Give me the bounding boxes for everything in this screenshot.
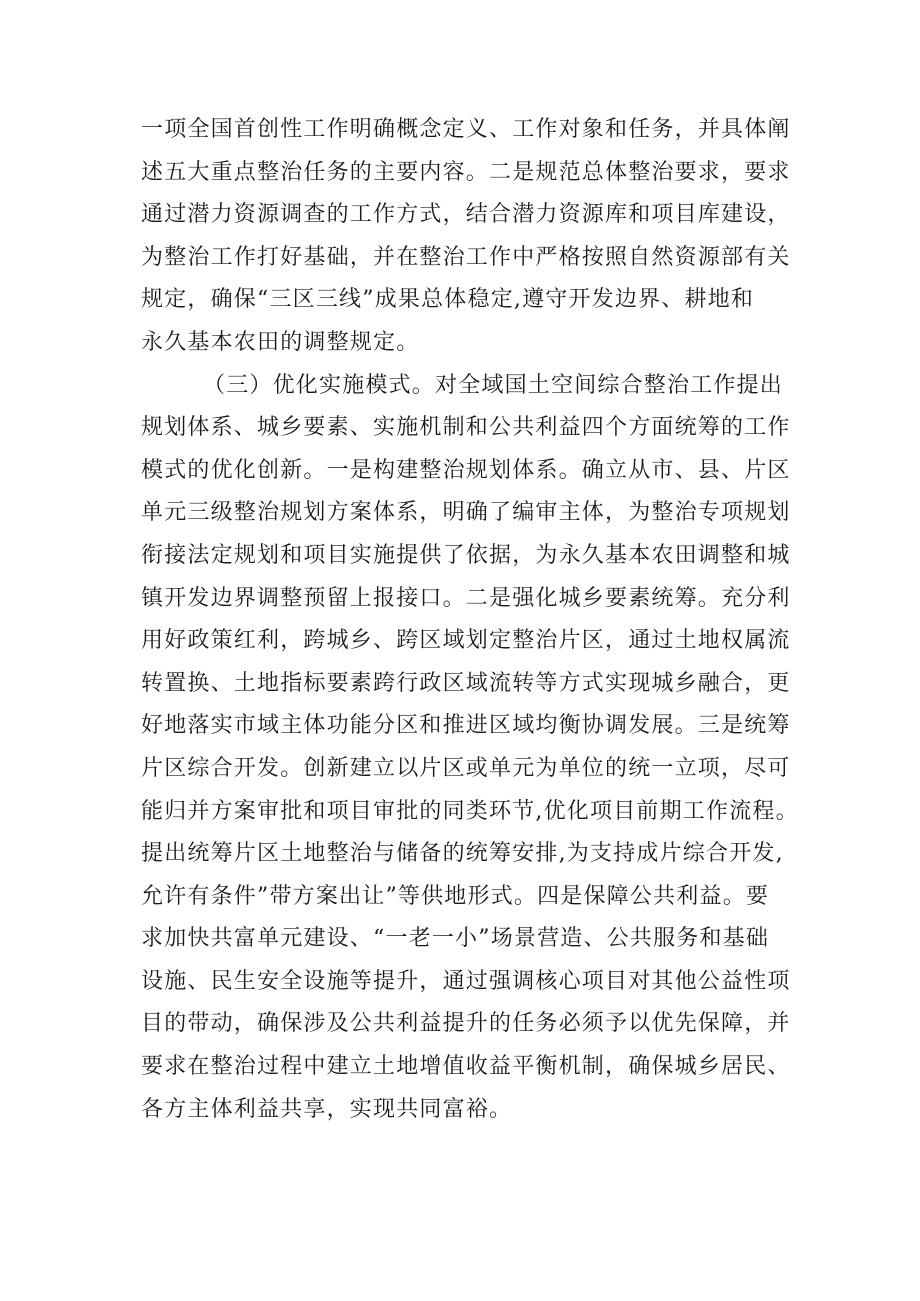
text-line: 设施、民生安全设施等提升，通过强调核心项目对其他公益性项 — [141, 968, 791, 994]
text-line: 好地落实市域主体功能分区和推进区域均衡协调发展。三是统筹 — [141, 713, 791, 739]
text-line: 用好政策红利，跨城乡、跨区域划定整治片区，通过土地权属流 — [141, 628, 791, 654]
text-line: 能归并方案审批和项目审批的同类环节,优化项目前期工作流程。 — [141, 798, 799, 824]
text-line: 通过潜力资源调查的工作方式，结合潜力资源库和项目库建设， — [141, 202, 791, 228]
text-line: 要求在整治过程中建立土地增值收益平衡机制，确保城乡居民、 — [141, 1054, 791, 1080]
text-line: 各方主体利益共享，实现共同富裕。 — [141, 1096, 513, 1122]
text-line: 允许有条件”带方案出让”等供地形式。四是保障公共利益。要 — [141, 883, 770, 909]
text-line: 提出统筹片区土地整治与储备的统筹安排,为支持成片综合开发, — [141, 841, 784, 867]
body-text — [141, 109, 799, 1131]
text-line: 规划体系、城乡要素、实施机制和公共利益四个方面统筹的工作 — [141, 415, 791, 441]
text-line: 镇开发边界调整预留上报接口。二是强化城乡要素统筹。充分利 — [141, 585, 791, 611]
text-line: 衔接法定规划和项目实施提供了依据，为永久基本农田调整和城 — [141, 542, 791, 568]
text-line: 规定，确保“三区三线”成果总体稳定,遵守开发边界、耕地和 — [141, 287, 755, 313]
text-line: 转置换、土地指标要素跨行政区域流转等方式实现城乡融合，更 — [141, 670, 791, 696]
text-line: 片区综合开发。创新建立以片区或单元为单位的统一立项，尽可 — [141, 755, 791, 781]
text-line: 单元三级整治规划方案体系，明确了编审主体，为整治专项规划 — [141, 500, 791, 526]
text-line: 一项全国首创性工作明确概念定义、工作对象和任务，并具体阐 — [141, 117, 791, 142]
text-line: 目的带动，确保涉及公共利益提升的任务必须予以优先保障，并 — [141, 1011, 791, 1037]
text-line: 述五大重点整治任务的主要内容。二是规范总体整治要求，要求 — [141, 159, 791, 185]
section-heading-line: （三）优化实施模式。对全域国土空间综合整治工作提出 — [203, 372, 784, 398]
text-line: 为整治工作打好基础，并在整治工作中严格按照自然资源部有关 — [141, 244, 791, 270]
text-line: 求加快共富单元建设、“一老一小”场景营造、公共服务和基础 — [141, 926, 770, 952]
text-line: 模式的优化创新。一是构建整治规划体系。确立从市、县、片区 — [141, 457, 791, 483]
text-line: 永久基本农田的调整规定。 — [141, 329, 420, 355]
